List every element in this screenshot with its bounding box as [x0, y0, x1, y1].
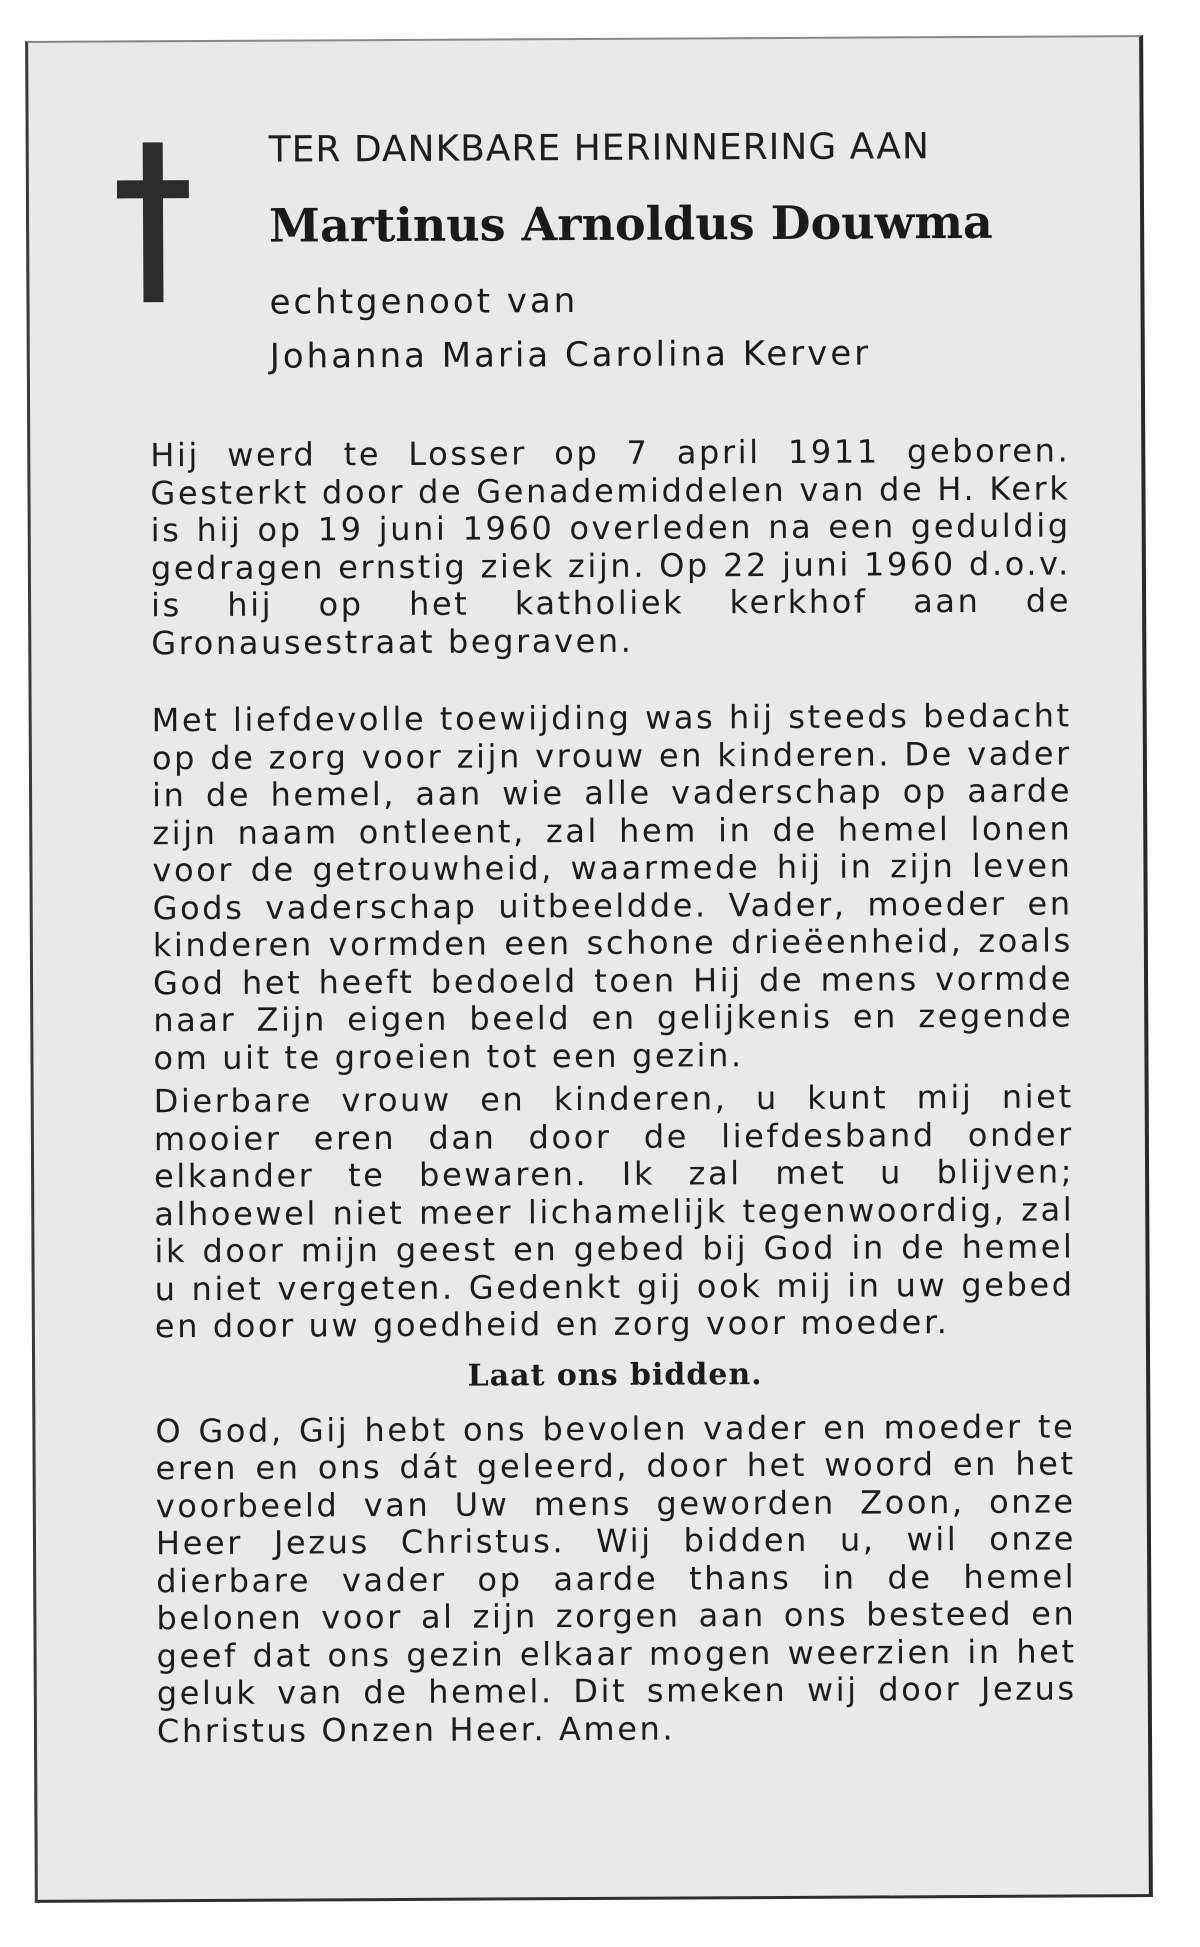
prayer-paragraph: O God, Gij hebt ons bevolen vader en moeder te eren en ons dát geleerd, door het woord en het voorbeeld van Uw mens geworden Zoon, onze Heer Jezus Christus. Wij bidden u, wil onze dierbare vader op aarde thans in de hemel belonen voor al zijn zorgen aan ons besteed en geef dat ons gezin elkaar mogen weerzien in het geluk van de hemel. Dit smeken wij door Jezus Christus Onzen Heer. Amen.	[155, 1406, 1077, 1750]
devotion-paragraph: Met liefdevolle toewijding was hij steeds bedacht op de zorg voor zijn vrouw en kinderen. De vader in de hemel, aan wie alle vaderschap op aarde zijn naam ontleent, zal hem in de hemel lonen voor de getrouwheid, waarmede hij in zijn leven Gods vaderschap uitbeeldde. Vader, moeder en kinderen vormden een schone drieëenheid, zoals God het heeft bedoeld toen Hij de mens vormde naar Zijn eigen beeld en gelijkenis en zegende om uit te groeien tot een gezin.	[151, 696, 1074, 1077]
deceased-name: Martinus Arnoldus Douwma	[268, 194, 993, 253]
latin-cross-icon	[117, 142, 190, 302]
memorial-card	[25, 35, 1153, 1903]
spouse-label: echtgenoot van	[269, 281, 579, 323]
remembrance-heading: TER DANKBARE HERINNERING AAN	[268, 126, 930, 171]
spouse-name: Johanna Maria Carolina Kerver	[269, 333, 872, 377]
card-body	[150, 432, 1077, 1750]
farewell-paragraph: Dierbare vrouw en kinderen, u kunt mij niet mooier eren dan door de liefdesband onder elkander te bewaren. Ik zal met u blijven; alhoewel niet meer lichamelijk tegenwoordig, zal ik door mijn geest en gebed bij God in de hemel u niet vergeten. Gedenkt gij ook mij in uw gebed en door uw goedheid en zorg voor moeder.	[153, 1077, 1075, 1346]
prayer-title: Laat ons bidden.	[467, 1356, 763, 1394]
header-block	[269, 125, 1100, 376]
biography-paragraph: Hij werd te Losser op 7 april 1911 geboren. Gesterkt door de Genademiddelen van de H. Kerk is hij op 19 juni 1960 overleden na een geduldig gedragen ernstig ziek zijn. Op 22 juni 1960 d.o.v. is hij op het katholiek kerkhof aan de Gronausestraat begraven.	[150, 431, 1072, 662]
